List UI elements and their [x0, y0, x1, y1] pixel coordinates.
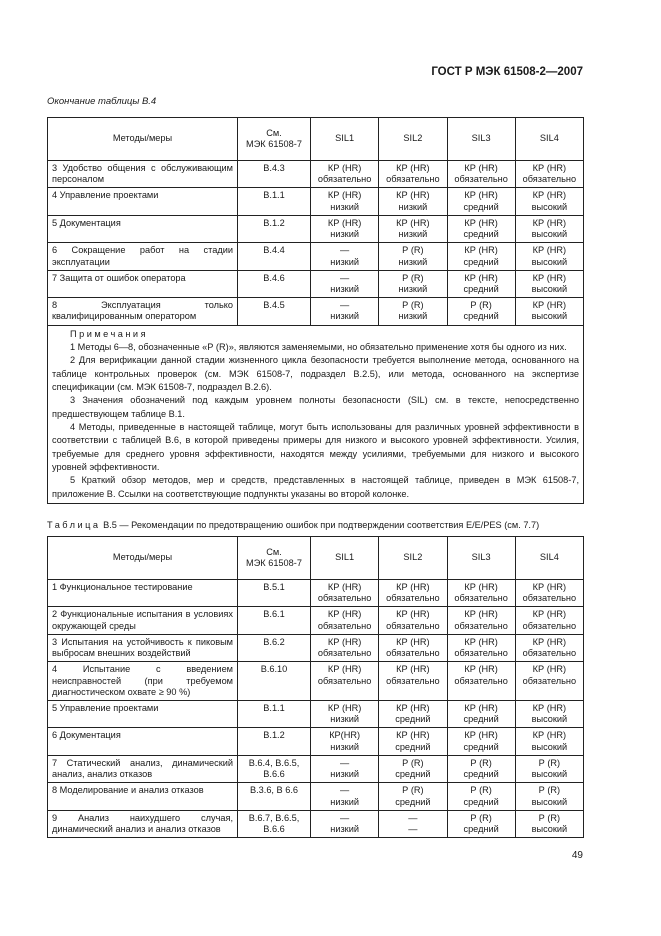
- sil2-cell: — —: [379, 810, 447, 837]
- method-cell: 3 Испытания на устойчивость к пиковым выбросам внешних воздействий: [48, 634, 238, 661]
- table-row: [48, 215, 584, 242]
- note: 3 Значения обозначений под каждым уровнем полноты безопасности (SIL) см. в тексте, непосредственно предшествующем таблице В.1.: [52, 395, 579, 419]
- sil2-cell: Р (R) средний: [379, 755, 447, 782]
- sil2-cell: КР (HR) низкий: [379, 215, 447, 242]
- note: 2 Для верификации данной стадии жизненного цикла безопасности требуется выполнение метода, основанного на таблице контрольных проверок (см. МЭК 61508-7, подраздел В.2.5), или метода, основанного на экспертизе спецификации (см. МЭК 61508-7, подраздел В.2.6).: [52, 355, 579, 392]
- sil3-cell: КР (HR) обязательно: [447, 580, 515, 607]
- sil1-cell: — низкий: [311, 243, 379, 270]
- sil2-cell: КР (HR) средний: [379, 700, 447, 727]
- column-header: SIL2: [379, 537, 447, 580]
- notes-row: [48, 325, 584, 503]
- reference-cell: В.1.2: [238, 728, 311, 755]
- sil4-cell: Р (R) высокий: [515, 783, 583, 810]
- method-cell: 5 Управление проектами: [48, 700, 238, 727]
- table-row: [48, 243, 584, 270]
- sil4-cell: КР (HR) обязательно: [515, 607, 583, 634]
- sil4-cell: КР (HR) высокий: [515, 243, 583, 270]
- method-cell: 6 Сокращение работ на стадии эксплуатации: [48, 243, 238, 270]
- sil4-cell: Р (R) высокий: [515, 755, 583, 782]
- method-cell: 5 Документация: [48, 215, 238, 242]
- table-row: [48, 783, 584, 810]
- table-row: [48, 728, 584, 755]
- reference-cell: В.4.6: [238, 270, 311, 297]
- sil1-cell: КР (HR) обязательно: [311, 580, 379, 607]
- column-header: SIL4: [515, 118, 583, 161]
- sil1-cell: — низкий: [311, 810, 379, 837]
- sil3-cell: КР (HR) средний: [447, 700, 515, 727]
- sil1-cell: КР (HR) обязательно: [311, 607, 379, 634]
- method-cell: 7 Статический анализ, динамический анализ, анализ отказов: [48, 755, 238, 782]
- sil1-cell: — низкий: [311, 270, 379, 297]
- column-header: См. МЭК 61508-7: [238, 537, 311, 580]
- table-b5-caption-label: Таблица: [47, 520, 101, 530]
- column-header: SIL1: [311, 537, 379, 580]
- table-b5-header-row: [48, 537, 584, 580]
- column-header: SIL2: [379, 118, 447, 161]
- table-b4-header-row: [48, 118, 584, 161]
- sil1-cell: КР (HR) обязательно: [311, 161, 379, 188]
- table-row: [48, 700, 584, 727]
- sil3-cell: КР (HR) средний: [447, 270, 515, 297]
- reference-cell: В.3.6, В 6.6: [238, 783, 311, 810]
- note: 1 Методы 6—8, обозначенные «Р (R)», являются заменяемыми, но обязательно применение хотя бы одного из них.: [70, 341, 567, 352]
- sil4-cell: КР (HR) высокий: [515, 270, 583, 297]
- method-cell: 2 Функциональные испытания в условиях окружающей среды: [48, 607, 238, 634]
- reference-cell: В.6.7, В.6.5, В.6.6: [238, 810, 311, 837]
- sil3-cell: КР (HR) средний: [447, 188, 515, 215]
- reference-cell: В.1.2: [238, 215, 311, 242]
- sil1-cell: КР (HR) низкий: [311, 188, 379, 215]
- reference-cell: В.1.1: [238, 700, 311, 727]
- sil2-cell: КР (HR) обязательно: [379, 580, 447, 607]
- method-cell: 6 Документация: [48, 728, 238, 755]
- method-cell: 4 Управление проектами: [48, 188, 238, 215]
- reference-cell: В.6.1: [238, 607, 311, 634]
- sil4-cell: КР (HR) высокий: [515, 188, 583, 215]
- column-header: SIL3: [447, 118, 515, 161]
- sil3-cell: КР (HR) обязательно: [447, 161, 515, 188]
- column-header: Методы/меры: [48, 537, 238, 580]
- table-b5: [47, 536, 584, 838]
- method-cell: 9 Анализ наихудшего случая, динамический анализ и анализ отказов: [48, 810, 238, 837]
- sil1-cell: КР(HR) низкий: [311, 728, 379, 755]
- sil3-cell: КР (HR) обязательно: [447, 634, 515, 661]
- column-header: Методы/меры: [48, 118, 238, 161]
- note: 4 Методы, приведенные в настоящей таблице, могут быть использованы для различных уровней эффективности в соответствии с таблицей В.6, в которой приведены примеры для низкого и высокого уровней эффективности. Усилия, требуемые для среднего уровня эффективности, находятся между усилиями, требуемыми для низкого и высокого уровней эффективности.: [52, 422, 579, 473]
- sil1-cell: — низкий: [311, 755, 379, 782]
- table-row: [48, 161, 584, 188]
- note: 5 Краткий обзор методов, мер и средств, представленных в настоящей таблице, приведен в МЭК 61508-7, приложение В. Ссылки на соответствующие подпункты указаны во второй колонке.: [52, 475, 579, 499]
- sil2-cell: Р (R) низкий: [379, 270, 447, 297]
- sil1-cell: КР (HR) низкий: [311, 700, 379, 727]
- sil3-cell: Р (R) средний: [447, 755, 515, 782]
- method-cell: 8 Эксплуатация только квалифицированным оператором: [48, 298, 238, 325]
- table-row: [48, 188, 584, 215]
- sil1-cell: КР (HR) низкий: [311, 215, 379, 242]
- sil3-cell: КР (HR) обязательно: [447, 662, 515, 701]
- sil3-cell: КР (HR) обязательно: [447, 607, 515, 634]
- sil2-cell: Р (R) низкий: [379, 243, 447, 270]
- reference-cell: В.6.10: [238, 662, 311, 701]
- reference-cell: В.4.3: [238, 161, 311, 188]
- sil4-cell: Р (R) высокий: [515, 810, 583, 837]
- table-b4-caption: Окончание таблицы В.4: [47, 96, 157, 107]
- reference-cell: В.4.5: [238, 298, 311, 325]
- method-cell: 7 Защита от ошибок оператора: [48, 270, 238, 297]
- sil2-cell: КР (HR) низкий: [379, 188, 447, 215]
- sil2-cell: КР (HR) средний: [379, 728, 447, 755]
- reference-cell: В.1.1: [238, 188, 311, 215]
- sil3-cell: Р (R) средний: [447, 298, 515, 325]
- sil2-cell: Р (R) низкий: [379, 298, 447, 325]
- table-row: [48, 755, 584, 782]
- table-row: [48, 810, 584, 837]
- sil3-cell: Р (R) средний: [447, 783, 515, 810]
- column-header: SIL3: [447, 537, 515, 580]
- sil4-cell: КР (HR) обязательно: [515, 580, 583, 607]
- notes-title: Примечания: [70, 328, 149, 339]
- column-header: SIL4: [515, 537, 583, 580]
- sil1-cell: КР (HR) обязательно: [311, 662, 379, 701]
- reference-cell: В.6.4, В.6.5, В.6.6: [238, 755, 311, 782]
- sil3-cell: КР (HR) средний: [447, 215, 515, 242]
- sil2-cell: КР (HR) обязательно: [379, 161, 447, 188]
- column-header: SIL1: [311, 118, 379, 161]
- sil2-cell: Р (R) средний: [379, 783, 447, 810]
- page-number: 49: [571, 850, 583, 861]
- table-b4: [47, 117, 584, 504]
- notes-cell: [48, 325, 584, 503]
- table-row: [48, 580, 584, 607]
- column-header: См. МЭК 61508-7: [238, 118, 311, 161]
- reference-cell: В.6.2: [238, 634, 311, 661]
- method-cell: 3 Удобство общения с обслуживающим персоналом: [48, 161, 238, 188]
- table-row: [48, 298, 584, 325]
- sil4-cell: КР (HR) высокий: [515, 700, 583, 727]
- sil1-cell: — низкий: [311, 783, 379, 810]
- sil3-cell: КР (HR) средний: [447, 728, 515, 755]
- sil4-cell: КР (HR) обязательно: [515, 161, 583, 188]
- document-id: ГОСТ Р МЭК 61508-2—2007: [431, 66, 583, 78]
- sil4-cell: КР (HR) высокий: [515, 728, 583, 755]
- sil4-cell: КР (HR) высокий: [515, 298, 583, 325]
- sil4-cell: КР (HR) обязательно: [515, 634, 583, 661]
- table-row: [48, 270, 584, 297]
- sil3-cell: Р (R) средний: [447, 810, 515, 837]
- sil3-cell: КР (HR) средний: [447, 243, 515, 270]
- table-row: [48, 634, 584, 661]
- sil4-cell: КР (HR) высокий: [515, 215, 583, 242]
- sil2-cell: КР (HR) обязательно: [379, 607, 447, 634]
- sil4-cell: КР (HR) обязательно: [515, 662, 583, 701]
- sil1-cell: КР (HR) обязательно: [311, 634, 379, 661]
- table-b5-caption-text: В.5 — Рекомендации по предотвращению ошибок при подтверждении соответствия Е/Е/РЕS (см. 7.7): [103, 520, 540, 530]
- method-cell: 1 Функциональное тестирование: [48, 580, 238, 607]
- method-cell: 8 Моделирование и анализ отказов: [48, 783, 238, 810]
- table-b5-caption: [47, 520, 539, 530]
- sil1-cell: — низкий: [311, 298, 379, 325]
- table-row: [48, 607, 584, 634]
- sil2-cell: КР (HR) обязательно: [379, 634, 447, 661]
- table-row: [48, 662, 584, 701]
- sil2-cell: КР (HR) обязательно: [379, 662, 447, 701]
- reference-cell: В.4.4: [238, 243, 311, 270]
- reference-cell: В.5.1: [238, 580, 311, 607]
- method-cell: 4 Испытание с введением неисправностей (при требуемом диагностическом охвате ≥ 90 %): [48, 662, 238, 701]
